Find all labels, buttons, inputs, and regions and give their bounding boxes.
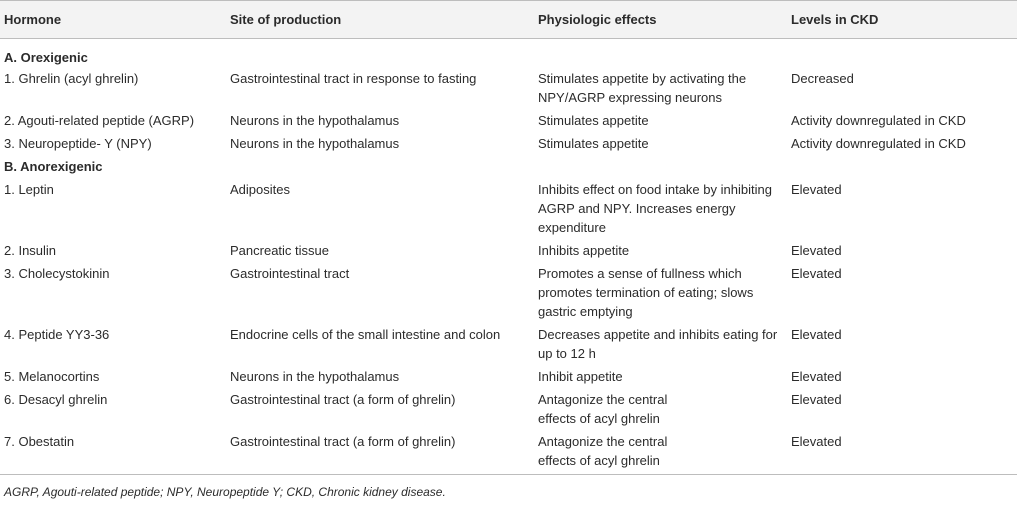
levels-cell: Activity downregulated in CKD [791, 136, 966, 151]
header-levels: Levels in CKD [787, 1, 1017, 39]
section-anorexigenic: B. Anorexigenic [4, 159, 103, 174]
hormone-cell: 2. Insulin [4, 243, 57, 258]
site-cell: Neurons in the hypothalamus [230, 369, 400, 384]
table-row [0, 430, 1017, 474]
table-row [0, 178, 1017, 239]
levels-cell: Decreased [791, 71, 854, 86]
levels-cell: Elevated [791, 266, 842, 281]
effects-cell: Promotes a sense of fullness which promotes termination of eating; slows gastric emptying [538, 266, 754, 319]
levels-cell: Elevated [791, 392, 842, 407]
table-row [0, 365, 1017, 388]
effects-cell: Stimulates appetite by activating the NPY/AGRP expressing neurons [538, 71, 747, 105]
levels-cell: Elevated [787, 430, 1017, 474]
site-cell: Gastrointestinal tract (a form of ghrelin) [230, 392, 456, 407]
site-cell: Gastrointestinal tract [230, 266, 350, 281]
effects-cell: Inhibits effect on food intake by inhibiting AGRP and NPY. Increases energy expenditure [538, 182, 772, 235]
site-cell: Pancreatic tissue [230, 243, 329, 258]
header-site: Site of production [226, 1, 534, 39]
site-cell: Gastrointestinal tract (a form of ghrelin) [226, 430, 534, 474]
levels-cell: Elevated [791, 243, 842, 258]
hormone-cell: 2. Agouti-related peptide (AGRP) [4, 113, 195, 128]
table-row [0, 67, 1017, 109]
site-cell: Adiposites [230, 182, 290, 197]
levels-cell: Elevated [791, 369, 842, 384]
effects-cell: Antagonize the central effects of acyl ghrelin [534, 430, 787, 474]
header-row [0, 1, 1017, 39]
levels-cell: Elevated [791, 327, 842, 342]
table-row [0, 132, 1017, 155]
hormone-cell: 1. Ghrelin (acyl ghrelin) [4, 71, 139, 86]
effects-cell: Inhibit appetite [538, 369, 623, 384]
effects-cell: Decreases appetite and inhibits eating for up to 12 h [538, 327, 778, 361]
effects-cell: Antagonize the central effects of acyl ghrelin [538, 392, 668, 426]
effects-cell: Stimulates appetite [538, 113, 649, 128]
hormone-cell: 4. Peptide YY3-36 [4, 327, 110, 342]
hormone-cell: 1. Leptin [4, 182, 54, 197]
section-row [0, 155, 1017, 178]
site-cell: Endocrine cells of the small intestine and colon [230, 327, 501, 342]
hormone-cell: 6. Desacyl ghrelin [4, 392, 108, 407]
levels-cell: Elevated [791, 182, 842, 197]
effects-cell: Inhibits appetite [538, 243, 630, 258]
hormone-cell: 5. Melanocortins [4, 369, 100, 384]
site-cell: Neurons in the hypothalamus [230, 136, 400, 151]
levels-cell: Activity downregulated in CKD [791, 113, 966, 128]
site-cell: Neurons in the hypothalamus [230, 113, 400, 128]
hormone-cell: 7. Obestatin [0, 430, 226, 474]
site-cell: Gastrointestinal tract in response to fasting [230, 71, 477, 86]
table-row [0, 388, 1017, 430]
section-orexigenic: A. Orexigenic [4, 50, 88, 65]
table-footnote: AGRP, Agouti-related peptide; NPY, Neuropeptide Y; CKD, Chronic kidney disease. [4, 485, 446, 499]
hormone-cell: 3. Cholecystokinin [4, 266, 110, 281]
table-row [0, 109, 1017, 132]
header-effects: Physiologic effects [534, 1, 787, 39]
table-row [0, 323, 1017, 365]
table-row [0, 239, 1017, 262]
section-row [0, 39, 1017, 68]
hormone-cell: 3. Neuropeptide- Y (NPY) [4, 136, 152, 151]
header-hormone: Hormone [0, 1, 226, 39]
effects-cell: Stimulates appetite [538, 136, 649, 151]
table-row [0, 262, 1017, 323]
